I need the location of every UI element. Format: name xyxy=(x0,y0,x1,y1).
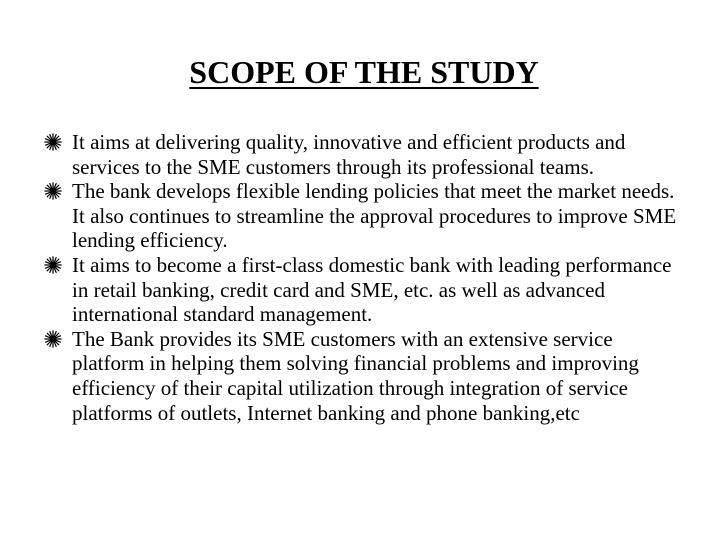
list-item xyxy=(44,130,684,179)
asterisk-star-icon xyxy=(44,329,62,349)
list-item xyxy=(44,253,684,327)
list-item xyxy=(44,327,684,425)
asterisk-star-icon xyxy=(44,181,62,201)
asterisk-star-icon xyxy=(44,255,62,275)
list-item xyxy=(44,179,684,253)
bullet-text: The Bank provides its SME customers with an extensive service platform in helping them solving financial problems and improving efficiency of their capital utilization through integration of service platforms of outlets, Internet banking and phone banking,etc xyxy=(72,326,639,425)
bullet-text: The bank develops flexible lending policies that meet the market needs. It also continues to streamline the approval procedures to improve SME lending efficiency. xyxy=(72,179,677,253)
bullet-text: It aims to become a first-class domestic bank with leading performance in retail banking, credit card and SME, etc. as well as advanced international standard management. xyxy=(72,252,672,327)
slide-title-text: SCOPE OF THE STUDY xyxy=(189,54,539,90)
bullet-text: It aims at delivering quality, innovative and efficient products and services to the SME customers through its professional teams. xyxy=(72,130,626,179)
asterisk-star-icon xyxy=(44,132,62,152)
slide-title xyxy=(0,54,728,90)
bullet-list xyxy=(44,130,684,425)
